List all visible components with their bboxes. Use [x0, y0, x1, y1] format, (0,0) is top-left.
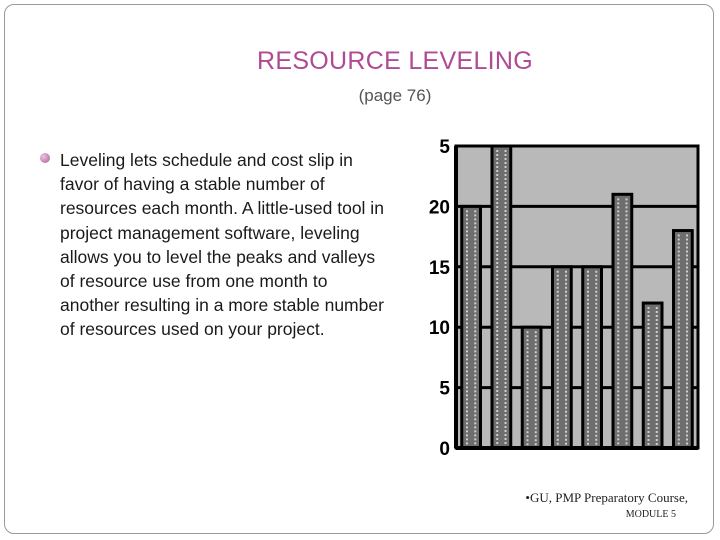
bullet-item — [40, 148, 390, 342]
bar — [583, 267, 602, 448]
y-tick-label: 5 — [439, 378, 450, 400]
y-tick-label: 5 — [439, 138, 450, 158]
y-tick-label: 20 — [428, 197, 450, 219]
bar — [522, 327, 541, 448]
bar — [462, 206, 481, 448]
y-tick-label: 0 — [439, 439, 450, 460]
slide-title: RESOURCE LEVELING — [256, 47, 533, 75]
bar — [643, 303, 662, 448]
bar — [613, 194, 632, 448]
bar — [552, 267, 571, 448]
footer-module: MODULE 5 — [625, 509, 676, 520]
y-tick-label: 15 — [428, 257, 450, 279]
bullet-text: Leveling lets schedule and cost slip in favor of having a stable number of resources each month. A little-used tool in project management software, leveling allows you to level the peaks and valleys of resource use from one month to another resulting in a more stable number of resources used on your project. — [60, 150, 384, 340]
y-tick-label: 10 — [428, 318, 450, 340]
footer-source: •GU, PMP Preparatory Course, — [525, 490, 688, 505]
bar — [673, 231, 692, 448]
slide-subtitle: (page 76) — [358, 86, 432, 105]
resource-histogram-chart — [420, 138, 705, 463]
bar — [492, 146, 511, 448]
bullet-icon — [40, 153, 50, 163]
